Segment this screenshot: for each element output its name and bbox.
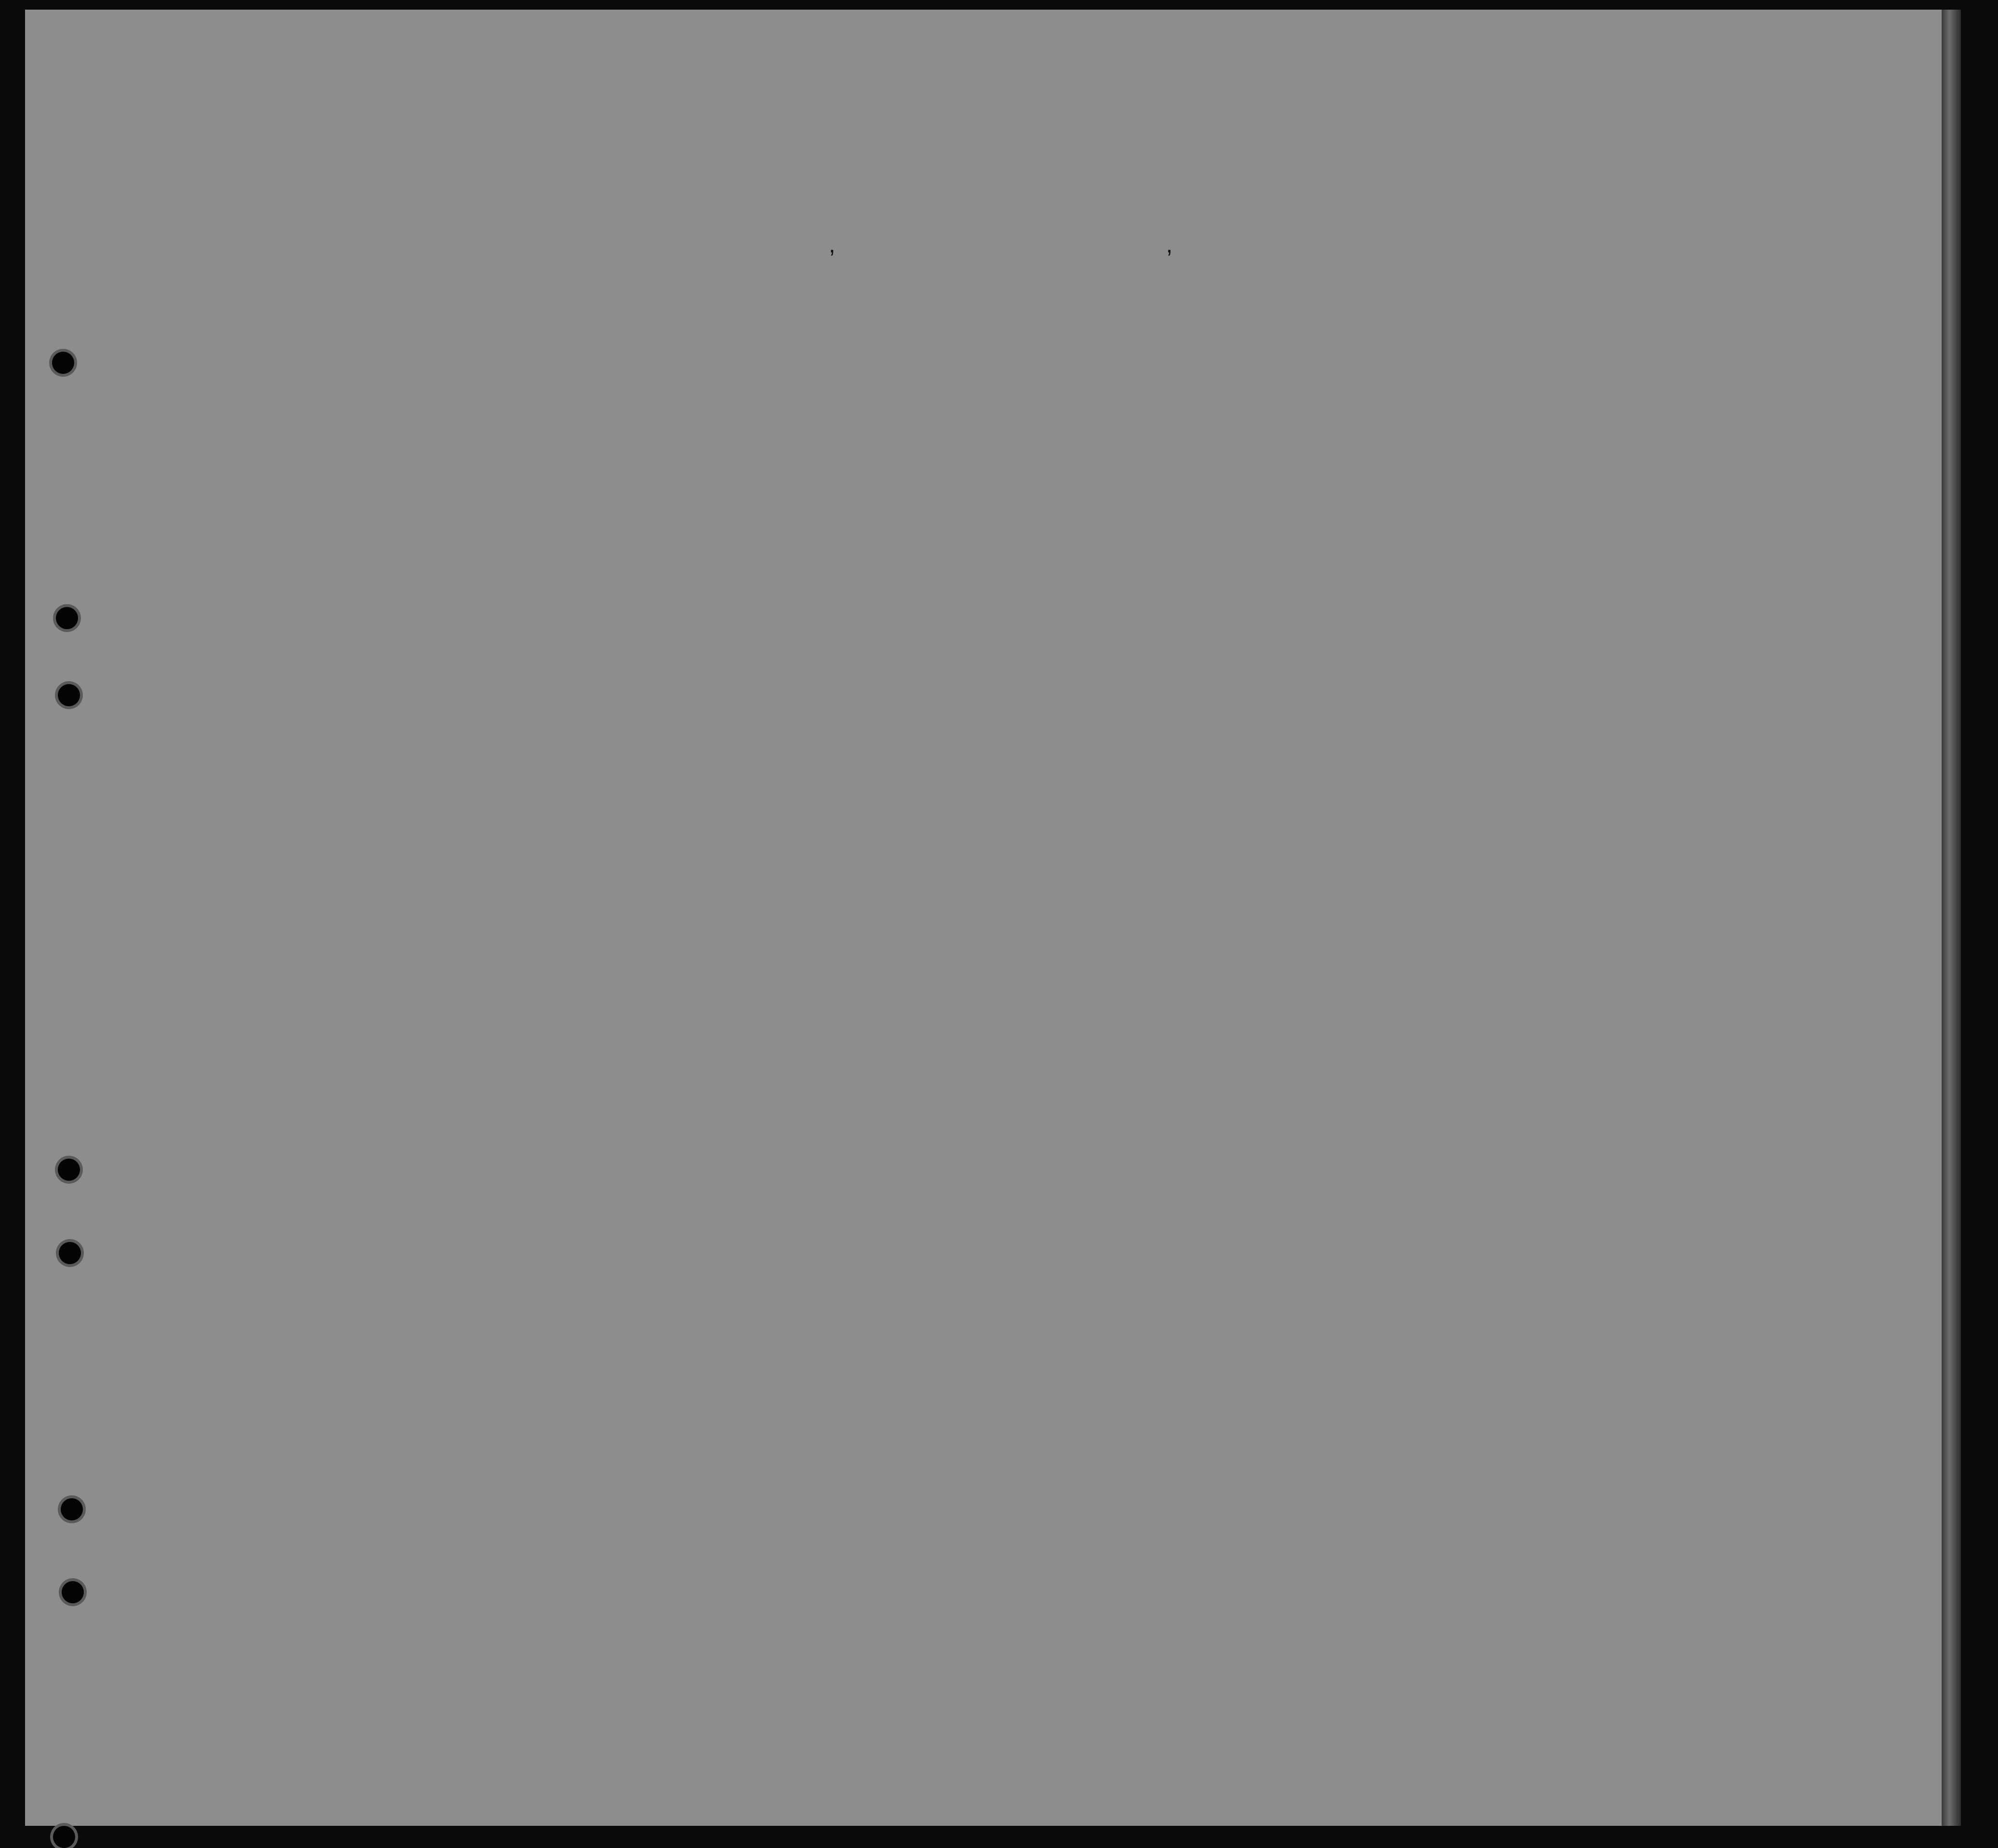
date-comma: , — [1166, 231, 1173, 258]
port-comma: , — [829, 231, 835, 258]
